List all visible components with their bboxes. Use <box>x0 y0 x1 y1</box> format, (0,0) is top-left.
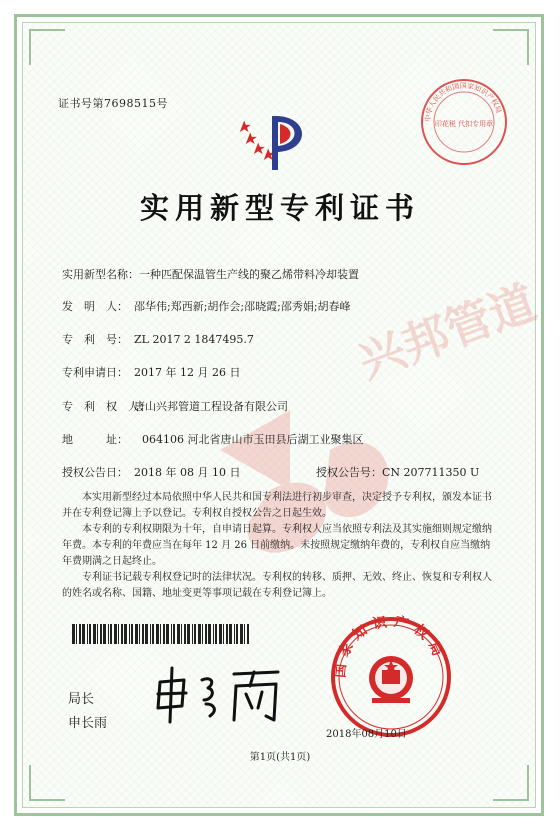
barcode-bar <box>110 624 112 644</box>
barcode-bar <box>208 624 211 644</box>
address-value: 064106 河北省唐山市玉田县后湖工业聚集区 <box>142 433 364 446</box>
barcode-bar <box>131 624 133 644</box>
barcode-bar <box>198 624 201 644</box>
seal-text: 国家知识产权局 <box>332 613 448 679</box>
inventor-value: 邵华伟;郑西新;胡作会;邵晓霞;邵秀娟;胡春峰 <box>134 300 351 313</box>
corner-ornament <box>493 29 529 65</box>
corner-ornament <box>29 29 65 65</box>
utility-model-name-row <box>62 266 359 282</box>
grant-date-label: 授权公告日： <box>62 466 128 479</box>
barcode-bar <box>223 624 224 644</box>
barcode-bar <box>234 624 235 644</box>
barcode-bar <box>205 624 207 644</box>
watermark-text: 兴邦管道 <box>351 274 543 389</box>
barcode-bar <box>226 624 228 644</box>
barcode-bar <box>184 624 186 644</box>
address-row <box>62 431 364 447</box>
grant-number-label: 授权公告号： <box>316 466 382 479</box>
barcode-bar <box>160 624 161 644</box>
patentee-label: 专 利 权 人： <box>62 400 150 413</box>
grant-date-row <box>62 464 240 480</box>
corner-ornament <box>493 765 529 801</box>
barcode-bar <box>124 624 127 644</box>
director-signature <box>150 660 290 730</box>
barcode-bar <box>247 624 249 644</box>
patent-office-seal <box>326 612 456 742</box>
paragraph-legal-status: 专利证书记载专利权登记时的法律状况。专利权的转移、质押、无效、终止、恢复和专利权人的姓名或名称、国籍、地址变更等事项记载在专利登记簿上。 <box>62 572 492 599</box>
grant-date-value: 2018 年 08 月 10 日 <box>134 466 241 479</box>
barcode-bar <box>72 624 75 644</box>
barcode-bar <box>171 624 172 644</box>
barcode <box>72 624 250 644</box>
barcode-bar <box>79 624 81 644</box>
utility-model-name-value: 一种匹配保温管生产线的聚乙烯带料冷却装置 <box>139 268 359 281</box>
utility-model-name-label: 实用新型名称： <box>62 268 139 281</box>
inventor-label: 发 明 人： <box>62 300 128 313</box>
barcode-bar <box>82 624 85 644</box>
director-name: 申长雨 <box>68 716 108 731</box>
barcode-bar <box>145 624 148 644</box>
barcode-bar <box>192 624 193 644</box>
barcode-bar <box>215 624 217 644</box>
barcode-bar <box>202 624 203 644</box>
patentee-value: 唐山兴邦管道工程设备有限公司 <box>134 400 288 413</box>
barcode-bar <box>135 624 138 644</box>
barcode-bar <box>139 624 140 644</box>
seal-date: 2018年08月10日 <box>326 729 407 740</box>
barcode-bar <box>240 624 243 644</box>
director-title: 局长 <box>68 692 95 707</box>
barcode-bar <box>114 624 117 644</box>
barcode-bar <box>87 624 88 644</box>
barcode-bar <box>108 624 109 644</box>
barcode-bar <box>187 624 190 644</box>
barcode-bar <box>89 624 91 644</box>
barcode-bar <box>121 624 123 644</box>
filing-date-row <box>62 364 240 380</box>
barcode-bar <box>97 624 98 644</box>
corner-ornament <box>29 765 65 801</box>
barcode-bar <box>103 624 106 644</box>
barcode-bar <box>166 624 169 644</box>
patent-number-value: ZL 2017 2 1847495.7 <box>134 333 254 346</box>
grant-number-value: CN 207711350 U <box>382 466 480 479</box>
barcode-bar <box>156 624 159 644</box>
barcode-bar <box>129 624 130 644</box>
paragraph-term: 本专利的专利权期限为十年，自申请日起算。专利权人应当依照专利法及其实施细则规定缴纳年费。本专利的年费应当在每年 12 月 26 日前缴纳。未按照规定缴纳年费的，专利权自应当缴纳年费期满之日起终止。 <box>62 524 492 567</box>
grant-number-row <box>316 464 479 480</box>
barcode-bar <box>152 624 154 644</box>
tax-stamp <box>418 76 510 168</box>
barcode-bar <box>213 624 214 644</box>
barcode-bar <box>181 624 182 644</box>
patent-office-logo <box>238 110 318 178</box>
barcode-bar <box>100 624 102 644</box>
filing-date-value: 2017 年 12 月 26 日 <box>134 366 241 379</box>
inventor-row <box>62 298 351 314</box>
patent-number-label: 专 利 号： <box>62 333 128 346</box>
tax-stamp-ring-text: 中华人民共和国国家知识产权局 <box>423 81 503 123</box>
barcode-bar <box>93 624 96 644</box>
barcode-bar <box>219 624 222 644</box>
barcode-bar <box>244 624 245 644</box>
address-label: 地 址： <box>62 433 128 446</box>
barcode-bar <box>150 624 151 644</box>
barcode-bar <box>142 624 144 644</box>
barcode-bar <box>194 624 196 644</box>
barcode-bar <box>229 624 232 644</box>
certificate-title: 实用新型专利证书 <box>139 191 420 225</box>
barcode-bar <box>236 624 238 644</box>
barcode-bar <box>118 624 119 644</box>
certificate-number: 证书号第7698515号 <box>58 97 168 110</box>
barcode-bar <box>163 624 165 644</box>
barcode-bar <box>173 624 175 644</box>
patent-number-row <box>62 331 254 347</box>
barcode-bar <box>177 624 180 644</box>
tax-stamp-center-text: 印花税 代扣专用章 <box>434 120 494 128</box>
paragraph-grant: 本实用新型经过本局依照中华人民共和国专利法进行初步审查，决定授予专利权，颁发本证书并在专利登记簿上予以登记。专利权自授权公告之日起生效。 <box>62 492 492 519</box>
page-number: 第1页(共1页) <box>249 752 311 763</box>
patentee-row <box>62 398 288 414</box>
filing-date-label: 专利申请日： <box>62 366 128 379</box>
barcode-bar <box>76 624 77 644</box>
